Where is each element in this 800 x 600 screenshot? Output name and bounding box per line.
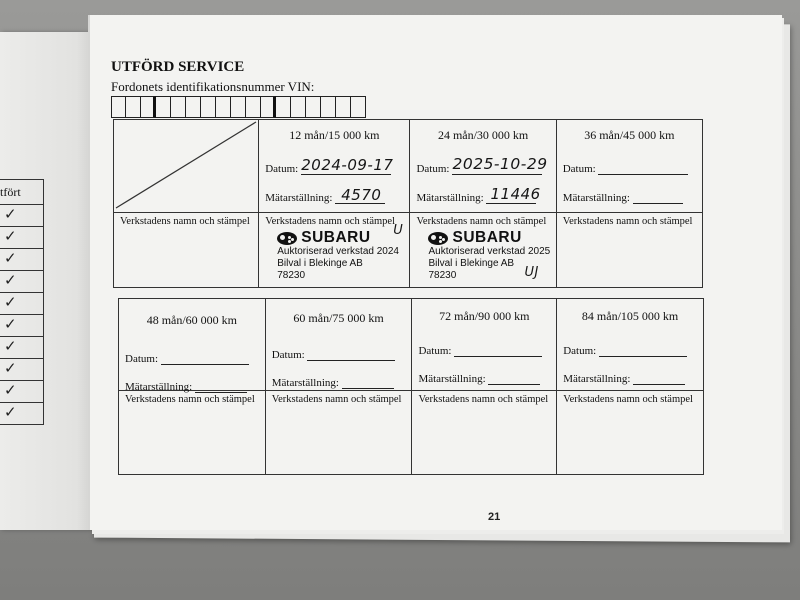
date-label: Datum: (265, 163, 299, 175)
subaru-logo-icon (428, 232, 448, 245)
vin-label: Fordonets identifikationsnummer VIN: (111, 79, 315, 94)
check-mark: ✓ (0, 315, 44, 337)
vin-char-box (276, 96, 291, 118)
date-label: Datum: (418, 345, 452, 357)
odometer-field (563, 192, 683, 204)
left-check-header: tfört (0, 179, 44, 205)
workshop-label: Verkstadens namn och stämpel (418, 394, 549, 405)
interval-label: 36 mån/45 000 km (584, 128, 675, 142)
date-field (418, 345, 542, 357)
vin-char-box (336, 96, 351, 118)
stamp-cell (114, 213, 259, 288)
vin-char-box (246, 96, 261, 118)
interval-label: 60 mån/75 000 km (293, 311, 384, 325)
stamp-brand (428, 230, 556, 246)
check-mark: ✓ (0, 249, 44, 271)
odometer-label: Mätarställning: (562, 192, 630, 204)
vin-char-box (291, 96, 306, 118)
stamp-cell (119, 391, 266, 475)
check-mark: ✓ (0, 271, 44, 293)
workshop-label: Verkstadens namn och stämpel (271, 394, 402, 405)
stamp-cell (259, 213, 410, 288)
vin-char-box (141, 96, 156, 118)
check-mark: ✓ (0, 293, 44, 315)
vin-char-box (156, 96, 171, 118)
left-page (0, 32, 96, 530)
subaru-logo-icon (277, 232, 297, 245)
check-mark: ✓ (0, 337, 44, 359)
odometer-line (633, 384, 685, 385)
vin-char-box (186, 96, 201, 118)
workshop-label: Verkstadens namn och stämpel (416, 216, 547, 227)
date-field (272, 349, 396, 361)
workshop-label: Verkstadens namn och stämpel (265, 216, 395, 227)
handwritten-date: 2024-09-17 (301, 156, 394, 174)
date-line (599, 356, 687, 357)
stamp-line: Bilval i Blekinge AB (277, 258, 363, 269)
vin-char-box (306, 96, 321, 118)
vin-char-box (321, 96, 336, 118)
service-cell-12 (259, 120, 410, 213)
check-mark: ✓ (0, 403, 44, 425)
check-mark: ✓ (0, 205, 44, 227)
workshop-stamp (277, 230, 405, 282)
interval-label: 12 mån/15 000 km (289, 128, 380, 142)
date-label: Datum: (416, 163, 450, 175)
odometer-field (272, 377, 394, 389)
check-mark: ✓ (0, 359, 44, 381)
handwritten-odometer: 11446 (490, 185, 541, 203)
vin-char-box (201, 96, 216, 118)
date-field (563, 163, 689, 175)
stamp-cell (265, 391, 412, 475)
date-label: Datum: (562, 163, 596, 175)
vin-char-box (126, 96, 141, 118)
odometer-label: Mätarställning: (125, 381, 193, 393)
odometer-label: Mätarställning: (271, 377, 339, 389)
date-line (307, 360, 395, 361)
interval-label: 48 mån/60 000 km (146, 313, 238, 327)
vin-input-boxes (111, 96, 366, 118)
vin-char-box (351, 96, 366, 118)
diagonal-cell (114, 120, 259, 213)
service-cell-72 (412, 299, 557, 391)
stamp-line: Auktoriserad verkstad 2024 (277, 246, 399, 257)
date-field (563, 345, 687, 357)
date-line (301, 174, 391, 175)
date-line (161, 364, 249, 365)
odometer-label: Mätarställning: (563, 373, 631, 385)
date-field (125, 353, 249, 365)
page-title: UTFÖRD SERVICE (111, 59, 245, 75)
date-line (598, 174, 688, 175)
odometer-field (418, 373, 540, 385)
handwritten-initials: UJ (524, 265, 539, 280)
handwritten-initials: U (393, 223, 404, 238)
odometer-label: Mätarställning: (418, 373, 486, 385)
vin-char-box (216, 96, 231, 118)
service-cell-60 (265, 299, 412, 391)
date-label: Datum: (125, 353, 158, 365)
page-number: 21 (488, 511, 501, 523)
service-cell-84 (557, 299, 704, 391)
odometer-line (342, 388, 394, 389)
stamp-brand-text: SUBARU (452, 229, 522, 246)
odometer-label: Mätarställning: (265, 192, 333, 204)
vin-char-box (111, 96, 126, 118)
stamp-line: Auktoriserad verkstad 2025 (428, 246, 551, 257)
stamp-line: 78230 (428, 270, 457, 281)
service-cell-36 (556, 120, 702, 213)
odometer-line (633, 203, 683, 204)
vin-char-box (261, 96, 276, 118)
service-table-bottom (118, 298, 704, 475)
service-page (88, 15, 782, 530)
workshop-label: Verkstadens namn och stämpel (125, 394, 255, 405)
interval-label: 72 mån/90 000 km (439, 309, 530, 323)
date-line (452, 174, 542, 175)
odometer-field (563, 373, 685, 385)
date-line (454, 356, 542, 357)
check-mark: ✓ (0, 227, 44, 249)
handwritten-date: 2025-10-29 (452, 155, 548, 173)
stamp-cell (410, 213, 556, 288)
date-label: Datum: (271, 349, 305, 361)
workshop-label: Verkstadens namn och stämpel (563, 394, 693, 405)
handwritten-odometer: 4570 (341, 186, 382, 204)
stamp-brand (277, 230, 405, 246)
odometer-line (488, 384, 540, 385)
interval-label: 84 mån/105 000 km (581, 309, 679, 323)
service-cell-24 (410, 120, 556, 213)
service-table-top (113, 119, 703, 288)
workshop-label: Verkstadens namn och stämpel (120, 216, 250, 227)
stamp-cell (557, 391, 704, 475)
interval-label: 24 mån/30 000 km (437, 128, 529, 142)
stamp-cell (412, 391, 557, 475)
vin-char-box (171, 96, 186, 118)
vin-char-box (231, 96, 246, 118)
stamp-line: Bilval i Blekinge AB (428, 258, 515, 269)
workshop-label: Verkstadens namn och stämpel (562, 216, 693, 227)
odometer-line (486, 203, 536, 204)
stamp-cell (556, 213, 702, 288)
service-cell-48 (119, 299, 266, 391)
diagonal-line (114, 120, 258, 213)
stamp-brand-text: SUBARU (301, 229, 371, 246)
date-label: Datum: (563, 345, 597, 357)
odometer-label: Mätarställning: (416, 192, 484, 204)
check-mark: ✓ (0, 381, 44, 403)
stamp-line: 78230 (277, 270, 306, 281)
